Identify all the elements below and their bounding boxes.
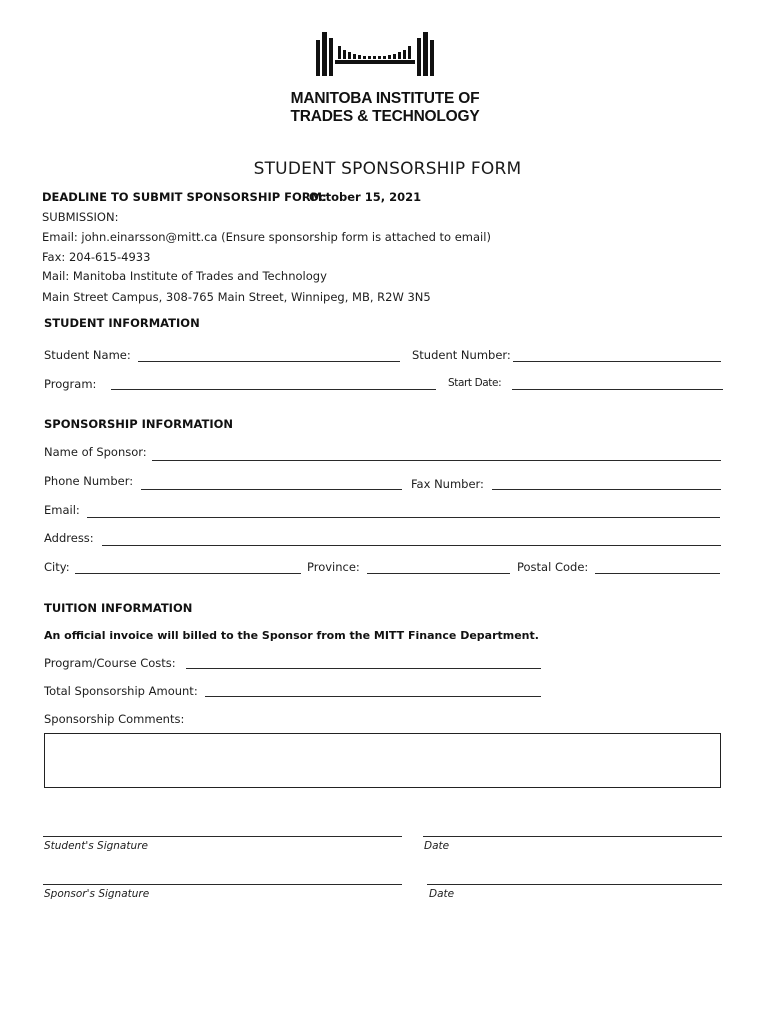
- program-label: Program:: [44, 377, 97, 391]
- sponsor-signature-line[interactable]: [43, 884, 402, 885]
- org-name-line-1: MANITOBA INSTITUTE OF: [290, 90, 480, 107]
- fax-number-label: Fax Number:: [411, 477, 484, 491]
- start-date-label: Start Date:: [448, 377, 502, 389]
- address-label: Address:: [44, 531, 94, 545]
- mitt-bridge-logo: [312, 30, 438, 80]
- form-title: STUDENT SPONSORSHIP FORM: [253, 159, 522, 179]
- student-date-label: Date: [424, 840, 450, 852]
- province-label: Province:: [307, 560, 360, 574]
- student-name-field[interactable]: [138, 361, 400, 362]
- city-field[interactable]: [75, 573, 301, 574]
- sponsorship-amount-field[interactable]: [205, 696, 541, 697]
- sponsor-signature-label: Sponsor's Signature: [44, 888, 150, 900]
- program-costs-label: Program/Course Costs:: [44, 656, 176, 670]
- postal-code-label: Postal Code:: [517, 560, 589, 574]
- sponsor-name-label: Name of Sponsor:: [44, 445, 147, 459]
- sponsor-date-line[interactable]: [427, 884, 722, 885]
- program-costs-field[interactable]: [186, 668, 541, 669]
- student-date-line[interactable]: [423, 836, 722, 837]
- student-name-label: Student Name:: [44, 348, 131, 362]
- submission-mail: Mail: Manitoba Institute of Trades and Technology: [42, 269, 327, 283]
- start-date-field[interactable]: [512, 389, 723, 390]
- province-field[interactable]: [367, 573, 510, 574]
- sponsor-email-label: Email:: [44, 503, 80, 517]
- student-info-heading: STUDENT INFORMATION: [44, 316, 200, 330]
- address-field[interactable]: [102, 545, 721, 546]
- tuition-info-heading: TUITION INFORMATION: [44, 601, 193, 615]
- submission-label: SUBMISSION:: [42, 210, 119, 224]
- deadline-date: October 15, 2021: [309, 190, 422, 204]
- fax-number-field[interactable]: [492, 489, 721, 490]
- submission-email: Email: john.einarsson@mitt.ca (Ensure sponsorship form is attached to email): [42, 230, 491, 244]
- sponsor-date-label: Date: [429, 888, 455, 900]
- sponsorship-amount-label: Total Sponsorship Amount:: [44, 684, 198, 698]
- student-number-field[interactable]: [513, 361, 721, 362]
- sponsor-name-field[interactable]: [152, 460, 721, 461]
- student-signature-label: Student's Signature: [44, 840, 148, 852]
- postal-code-field[interactable]: [595, 573, 720, 574]
- student-signature-line[interactable]: [43, 836, 402, 837]
- phone-number-field[interactable]: [141, 489, 402, 490]
- deadline-label: DEADLINE TO SUBMIT SPONSORSHIP FORM:: [42, 190, 327, 204]
- sponsor-email-field[interactable]: [87, 517, 720, 518]
- student-number-label: Student Number:: [412, 348, 511, 362]
- city-label: City:: [44, 560, 70, 574]
- program-field[interactable]: [111, 389, 436, 390]
- sponsorship-info-heading: SPONSORSHIP INFORMATION: [44, 417, 234, 431]
- submission-fax: Fax: 204-615-4933: [42, 250, 151, 264]
- org-name-line-2: TRADES & TECHNOLOGY: [290, 108, 480, 125]
- submission-address: Main Street Campus, 308-765 Main Street, Winnipeg, MB, R2W 3N5: [42, 290, 431, 304]
- invoice-note: An official invoice will billed to the Sponsor from the MITT Finance Department.: [44, 629, 539, 642]
- phone-number-label: Phone Number:: [44, 474, 134, 488]
- sponsorship-comments-label: Sponsorship Comments:: [44, 712, 185, 726]
- sponsorship-comments-box[interactable]: [44, 733, 721, 788]
